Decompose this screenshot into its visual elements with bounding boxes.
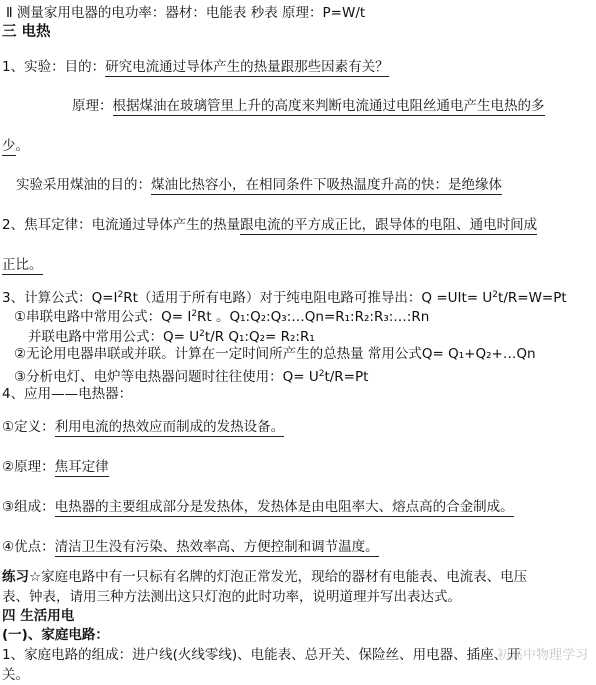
heater-principle-line — [2, 458, 109, 476]
superscript: 2 — [117, 290, 124, 300]
composition-label: ③组成： — [2, 499, 55, 515]
superscript: 2 — [191, 309, 198, 319]
parallel-ratio: t/R Q₁:Q₂= R₂:R₁ — [204, 329, 315, 345]
subsection-heading-home-circuit: (一)、家庭电路： — [2, 627, 109, 643]
joule-law-line-end — [2, 256, 43, 274]
total-heat-line: ②无论用电器串联或并联。计算在一定时间所产生的总热量 常用公式Q= Q₁+Q₂+…Qn — [14, 346, 536, 362]
home-circuit-line: 1、家庭电路的组成：进户线(火线零线)、电能表、总开关、保险丝、用电器、插座、开 — [2, 647, 521, 663]
practice-text: ☆家庭电路中有一只标有名牌的灯泡正常发光，现给的器材有电能表、电流表、电压 — [29, 569, 528, 585]
definition-line — [2, 418, 284, 436]
principle-line-end — [2, 137, 29, 155]
watermark: 初高中物理学习 — [496, 648, 588, 663]
joule-law-label: 2、焦耳定律：电流通过导体产生的热量 — [2, 217, 241, 233]
heater-principle-text: 焦耳定律 — [54, 459, 109, 475]
superscript: 2 — [492, 290, 499, 300]
power-measure-line: Ⅱ 测量家用电器的电功率：器材：电能表 秒表 原理：P=W/t — [6, 5, 366, 21]
section-heading-daily-electricity: 四 生活用电 — [2, 608, 75, 624]
parallel-formula-line — [28, 325, 315, 346]
kerosene-label: 实验采用煤油的目的： — [16, 177, 151, 193]
formula-text: Rt（适用于所有电路）对于纯电阻电路可推导出：Q =UIt= U — [123, 290, 493, 306]
heater-formula-line — [14, 365, 368, 386]
practice-line — [2, 568, 527, 586]
practice-line-2: 表、钟表，请用三种方法测出这只灯泡的此时功率，说明道理并写出表达式。 — [2, 589, 461, 605]
superscript: 2 — [318, 369, 325, 379]
joule-law-text-end: 正比。 — [2, 257, 43, 273]
experiment-purpose: 研究电流通过导体产生的热量跟那些因素有关？ — [105, 59, 389, 75]
heater-formula-end: t/R=Pt — [324, 369, 369, 385]
principle-line — [72, 97, 545, 115]
advantages-line — [2, 538, 379, 556]
kerosene-line — [16, 176, 502, 194]
advantages-text: 清洁卫生没有污染、热效率高、方便控制和调节温度。 — [54, 539, 379, 555]
principle-period: 。 — [15, 138, 29, 154]
principle-text-end: 少 — [2, 138, 16, 154]
superscript: 2 — [199, 329, 205, 339]
applications-heading: 4、应用——电热器： — [2, 386, 133, 402]
formula-line — [2, 286, 567, 307]
joule-law-text: 跟电流的平方成正比，跟导体的电阻、通电时间成 — [240, 217, 538, 233]
definition-label: ①定义： — [2, 419, 55, 435]
definition-text: 利用电流的热效应而制成的发热设备。 — [54, 419, 285, 435]
heater-formula: ③分析电灯、电炉等电热器问题时往往使用：Q= U — [14, 369, 319, 385]
home-circuit-line-2: 关。 — [2, 667, 29, 683]
practice-label: 练习 — [2, 569, 29, 585]
formula-text: t/R=W=Pt — [498, 290, 567, 306]
formula-text: 3、计算公式：Q=I — [2, 290, 118, 306]
heater-principle-label: ②原理： — [2, 459, 55, 475]
experiment-purpose-line — [2, 58, 389, 76]
section-heading-heat: 三 电热 — [2, 24, 51, 40]
experiment-label: 1、实验：目的： — [2, 59, 106, 75]
joule-law-line — [2, 216, 537, 234]
series-formula-line — [14, 305, 429, 326]
parallel-formula: 并联电路中常用公式：Q= U — [28, 329, 200, 345]
series-ratio: Rt 。Q₁:Q₂:Q₃:…Qn=R₁:R₂:R₃:…:Rn — [197, 309, 430, 325]
principle-label: 原理： — [72, 98, 113, 114]
series-formula: ①串联电路中常用公式：Q= I — [14, 309, 192, 325]
principle-text: 根据煤油在玻璃管里上升的高度来判断电流通过电阻丝通电产生电热的多 — [112, 98, 545, 114]
composition-line — [2, 498, 514, 516]
kerosene-text: 煤油比热容小，在相同条件下吸热温度升高的快：是绝缘体 — [151, 177, 502, 193]
advantages-label: ④优点： — [2, 539, 55, 555]
composition-text: 电热器的主要组成部分是发热体，发热体是由电阻率大、熔点高的合金制成。 — [54, 499, 514, 515]
